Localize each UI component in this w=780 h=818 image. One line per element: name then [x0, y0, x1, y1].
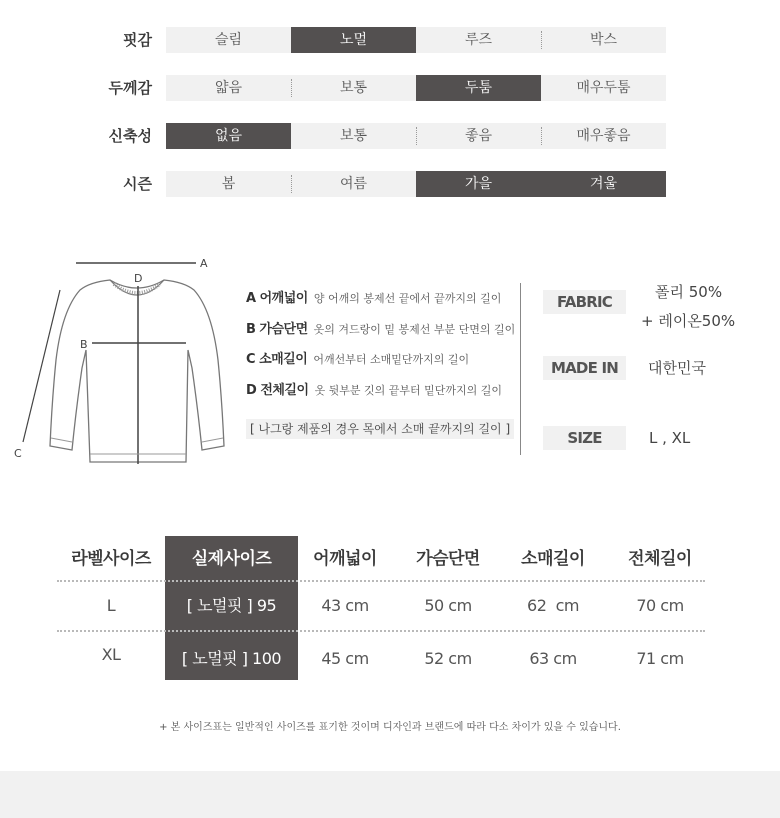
measure-guide-item: C 소매길이 어깨선부터 소매밑단까지의 길이 — [246, 352, 470, 367]
measure-guide-item: D 전체길이 옷 뒷부분 깃의 끝부터 밑단까지의 길이 — [246, 383, 503, 398]
cell-total-length: 70 cm — [636, 596, 684, 615]
diagram-letter-b: B — [80, 338, 88, 351]
section-divider — [520, 283, 521, 455]
header-sleeve: 소매길이 — [521, 549, 585, 569]
attr-row-thickness — [166, 75, 666, 101]
size-label: SIZE — [543, 426, 626, 450]
cell-shoulder: 43 cm — [321, 596, 369, 615]
size-value: L , XL — [649, 429, 691, 447]
cell-shoulder: 45 cm — [321, 649, 369, 668]
made-in-label: MADE IN — [543, 356, 626, 380]
attr-option: 봄 — [166, 171, 291, 197]
attr-option: 슬림 — [166, 27, 291, 53]
attr-label-stretch: 신축성 — [108, 127, 152, 145]
fabric-label: FABRIC — [543, 290, 626, 314]
attr-row-stretch — [166, 123, 666, 149]
attr-option: 박스 — [541, 27, 666, 53]
fabric-value-line1: 폴리 50% — [655, 283, 723, 301]
attr-option-selected: 노멀 — [291, 27, 416, 53]
attr-label-season: 시즌 — [123, 175, 152, 193]
diagram-letter-d: D — [134, 272, 143, 285]
header-actual-size: 실제사이즈 — [191, 549, 272, 569]
fabric-value-line2: + 레이온50% — [641, 312, 736, 330]
attr-option: 보통 — [291, 75, 416, 101]
attr-option: 보통 — [291, 123, 416, 149]
cell-chest: 50 cm — [424, 596, 472, 615]
cell-actual-size: [ 노멀핏 ] 100 — [181, 649, 282, 668]
diagram-letter-a: A — [200, 257, 208, 270]
attr-option-selected: 없음 — [166, 123, 291, 149]
attr-option: 좋음 — [416, 123, 541, 149]
cell-sleeve: 62 cm — [527, 596, 579, 615]
attr-option-selected: 가을 — [416, 171, 541, 197]
attr-option: 얇음 — [166, 75, 291, 101]
attr-row-season — [166, 171, 666, 197]
attr-option: 매우좋음 — [541, 123, 666, 149]
attr-label-fit: 핏감 — [123, 31, 152, 49]
made-in-value: 대한민국 — [648, 359, 706, 377]
cell-total-length: 71 cm — [636, 649, 684, 668]
measure-guide-item: B 가슴단면 옷의 겨드랑이 밑 봉제선 부분 단면의 길이 — [246, 322, 516, 337]
measure-guide-item: A 어깨넓이 양 어깨의 봉제선 끝에서 끝까지의 길이 — [246, 291, 502, 306]
cell-actual-size: [ 노멀핏 ] 95 — [186, 596, 277, 615]
bottom-band — [0, 771, 780, 818]
cell-sleeve: 63 cm — [529, 649, 577, 668]
attr-row-fit — [166, 27, 666, 53]
attr-label-thickness: 두께감 — [108, 79, 152, 97]
attr-option: 매우두툼 — [541, 75, 666, 101]
size-disclaimer: + 본 사이즈표는 일반적인 사이즈를 표기한 것이며 디자인과 브랜드에 따라 다소 차이가 있을 수 있습니다. — [159, 722, 621, 733]
diagram-letter-c: C — [14, 447, 22, 460]
sweater-measure-diagram — [10, 250, 240, 470]
header-shoulder: 어깨넓이 — [313, 549, 377, 569]
header-chest: 가슴단면 — [416, 549, 480, 569]
header-total-length: 전체길이 — [628, 549, 692, 569]
cell-label-size: XL — [101, 645, 121, 664]
header-label-size: 라벨사이즈 — [71, 549, 151, 569]
cell-label-size: L — [106, 596, 116, 615]
attr-option: 여름 — [291, 171, 416, 197]
raglan-note: [ 나그랑 제품의 경우 목에서 소매 끝까지의 길이 ] — [246, 419, 514, 439]
attr-option-selected: 두툼 — [416, 75, 541, 101]
cell-chest: 52 cm — [424, 649, 472, 668]
attr-option: 루즈 — [416, 27, 541, 53]
sweater-outline — [50, 280, 224, 462]
attr-option-selected: 겨울 — [541, 171, 666, 197]
